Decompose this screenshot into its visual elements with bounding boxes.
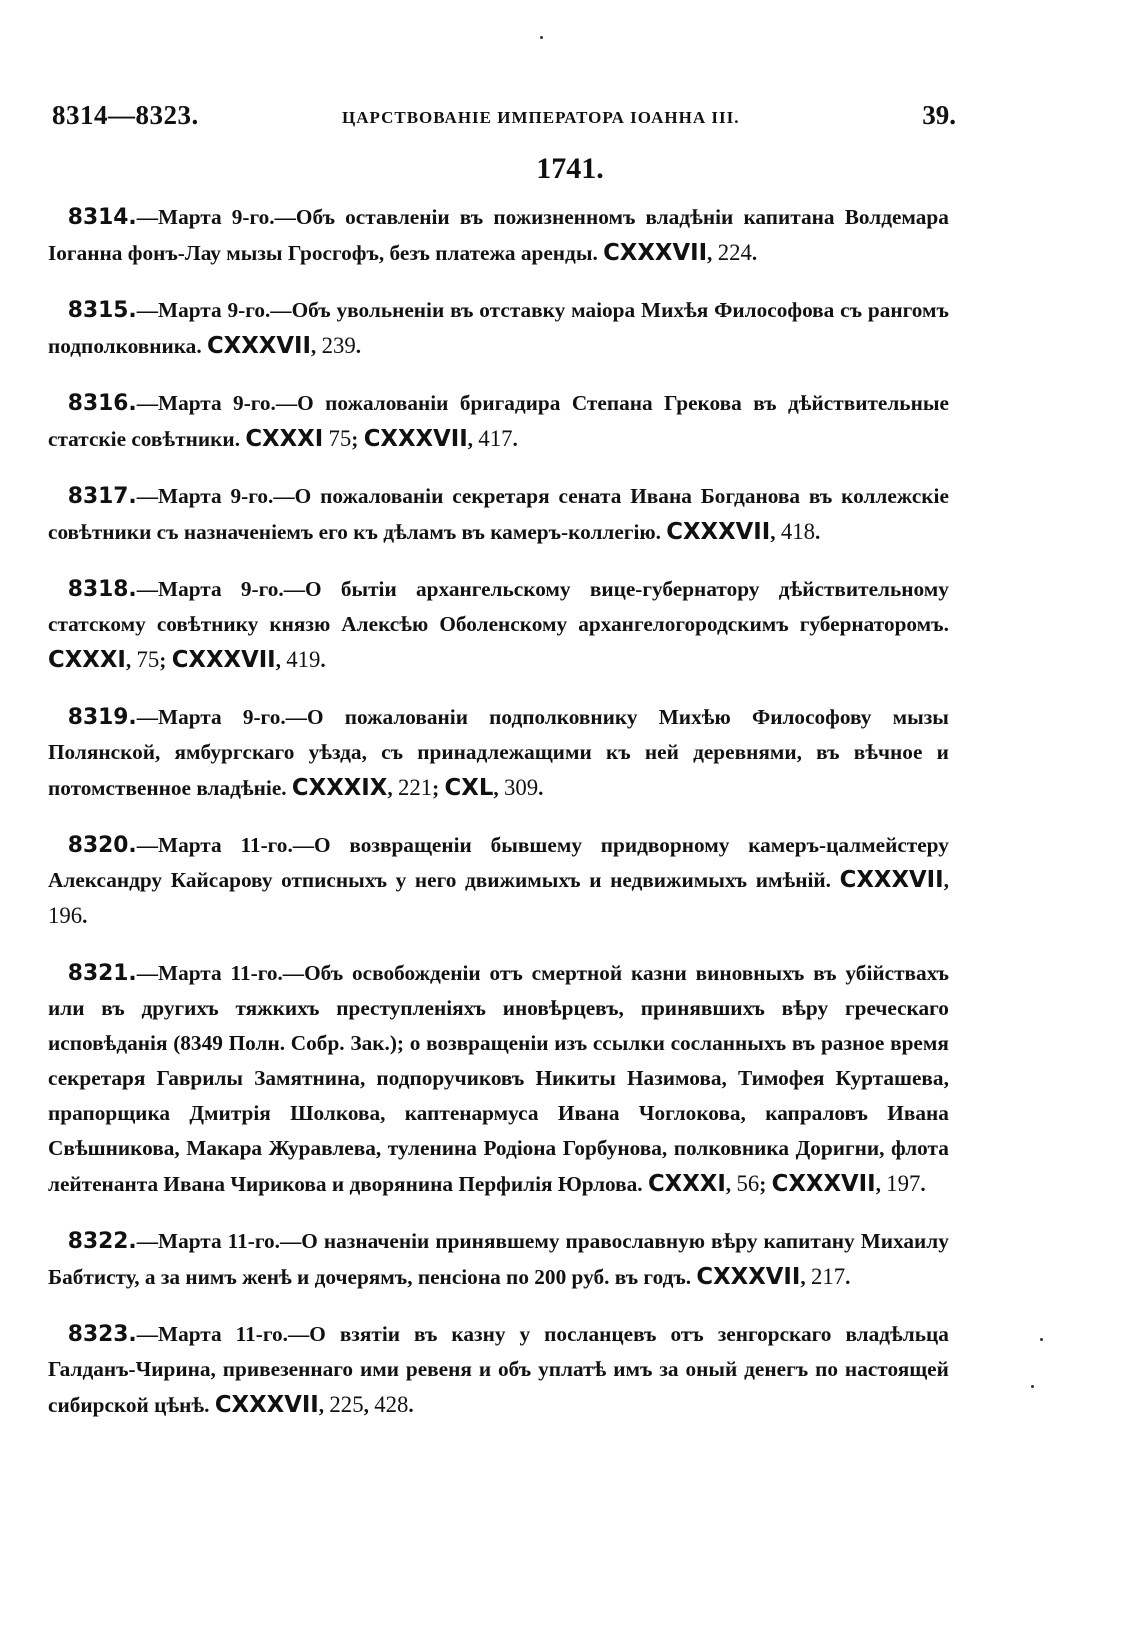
decree-text: Объ освобожденіи отъ смертной казни виновныхъ въ убійствахъ или въ другихъ тяжкихъ преступленіяхъ иновѣрцевъ, принявшихъ вѣру греческаго исповѣданія (8349 Полн. Собр. Зак.); о возвращеніи изъ ссылки сосланныхъ въ разное время секретаря Гаврилы Замятнина, подпоручиковъ Никиты Назимова, Тимофея Курташева, прапорщика Дмитрія Шолкова, каптенармуса Ивана Чоглокова, капраловъ Ивана Свѣшникова, Макара Журавлева, туленина Родіона Горбунова, полковника Доригни, флота лейтенанта Ивана Чирикова и дворянина Перфилія Юрлова. — [48, 961, 949, 1196]
volume-reference: CXXXVII — [214, 1392, 319, 1418]
decree-number: 8316. — [67, 391, 137, 416]
decree-range: 8314—8323. — [52, 100, 199, 130]
page-reference: 196 — [48, 903, 83, 928]
decree-text: О бытіи архангельскому вице-губернатору дѣйствительному статскому совѣтнику князю Алексѣю Оболенскому архангелогородскимъ губернаторомъ. — [48, 577, 949, 636]
entry-end: . — [82, 904, 88, 928]
page-reference: 56 — [736, 1171, 760, 1196]
decree-entry: 8322.—Марта 11-го.—О назначеніи принявшему православную вѣру капитану Михаилу Бабтисту, а за нимъ женѣ и дочерямъ, пенсіона по 200 руб. въ годъ. CXXXVII, 217. — [48, 1229, 949, 1290]
entry-end: . — [355, 334, 362, 358]
decree-number: 8323. — [67, 1322, 137, 1347]
page-reference: 417 — [478, 426, 513, 451]
year-heading: 1741. — [536, 152, 604, 185]
decree-number: 8318. — [67, 577, 137, 602]
decree-date: —Марта 9-го.— — [136, 705, 307, 729]
entry-end: . — [920, 1172, 926, 1196]
entry-end: . — [751, 241, 758, 265]
volume-reference: CXXXVII — [771, 1171, 876, 1197]
decree-entry: 8321.—Марта 11-го.—Объ освобожденіи отъ смертной казни виновныхъ въ убійствахъ или въ другихъ тяжкихъ преступленіяхъ иновѣрцевъ, принявшихъ вѣру греческаго исповѣданія (8349 Полн. Собр. Зак.); о возвращеніи изъ ссылки сосланныхъ въ разное время секретаря Гаврилы Замятнина, подпоручиковъ Никиты Назимова, Тимофея Курташева, прапорщика Дмитрія Шолкова, каптенармуса Ивана Чоглокова, капраловъ Ивана Свѣшникова, Макара Журавлева, туленина Родіона Горбунова, полковника Доригни, флота лейтенанта Ивана Чирикова и дворянина Перфилія Юрлова. CXXXI, 56; CXXXVII, 197. — [48, 961, 949, 1197]
decree-number: 8322. — [67, 1229, 137, 1254]
running-title: ЦАРСТВОВАНІЕ ИМПЕРАТОРА ІОАННА III. — [342, 108, 740, 127]
entry-end: . — [538, 776, 544, 800]
decree-number: 8321. — [67, 961, 137, 986]
page-reference: 418 — [780, 519, 816, 544]
decree-text: О взятіи въ казну у посланцевъ отъ зенгорскаго владѣльца Галданъ-Чирина, привезеннаго ими ревеня и объ уплатѣ имъ за оный денегъ по настоящей сибирской цѣнѣ. — [48, 1322, 949, 1417]
entry-end: . — [512, 427, 518, 451]
decree-entry: 8323.—Марта 11-го.—О взятіи въ казну у посланцевъ отъ зенгорскаго владѣльца Галданъ-Чирина, привезеннаго ими ревеня и объ уплатѣ имъ за оный денегъ по настоящей сибирской цѣнѣ. CXXXVII, 225, 428. — [48, 1322, 949, 1418]
entry-end: . — [408, 1393, 414, 1417]
volume-reference: CXL — [444, 775, 494, 801]
decree-list — [48, 200, 958, 1445]
page-reference: 419 — [286, 647, 321, 672]
decree-entry: 8320.—Марта 11-го.—О возвращеніи бывшему придворному камеръ-цалмейстеру Александру Кайсарову отписныхъ у него движимыхъ и недвижимыхъ имѣній. CXXXVII, 196. — [48, 833, 949, 928]
page-reference: 197 — [886, 1171, 921, 1196]
volume-reference: CXXXVII — [171, 647, 276, 673]
decree-date: —Марта 11-го.— — [136, 961, 305, 985]
page-reference: 224 — [717, 240, 752, 265]
scan-speck — [1031, 1385, 1034, 1388]
decree-entry: 8314.—Марта 9-го.—Объ оставленіи въ пожизненномъ владѣніи капитана Волдемара Іоганна фонъ-Лау мызы Гросгофъ, безъ платежа аренды. CXXXVII, 224. — [48, 205, 949, 266]
page-reference: 225 — [329, 1392, 364, 1417]
volume-reference: CXXXI — [245, 426, 324, 452]
volume-reference: CXXXVII — [206, 333, 311, 359]
decree-number: 8317. — [67, 484, 137, 509]
decree-text: О пожалованіи бригадира Степана Грекова въ дѣйствительные статскіе совѣтники. — [48, 391, 949, 451]
decree-number: 8315. — [67, 298, 137, 323]
decree-date: —Марта 9-го.— — [136, 298, 292, 322]
decree-number: 8314. — [67, 205, 137, 230]
decree-date: —Марта 11-го.— — [136, 1229, 302, 1253]
decree-text: Объ оставленіи въ пожизненномъ владѣніи капитана Волдемара Іоганна фонъ-Лау мызы Гросгофъ, безъ платежа аренды. — [48, 205, 949, 265]
page-reference: 309 — [503, 775, 539, 800]
decree-entry: 8319.—Марта 9-го.—О пожалованіи подполковнику Михѣю Философову мызы Полянской, ямбургскаго уѣзда, съ принадлежащими къ ней деревнями, въ вѣчное и потомственное владѣніе. CXXXIX, 221; CXL, 309. — [48, 705, 949, 801]
page-number: 39. — [922, 100, 956, 130]
decree-date: —Марта 9-го.— — [136, 484, 295, 508]
decree-entry: 8318.—Марта 9-го.—О бытіи архангельскому вице-губернатору дѣйствительному статскому совѣтнику князю Алексѣю Оболенскому архангелогородскимъ губернаторомъ. CXXXI, 75; CXXXVII, 419. — [48, 577, 949, 673]
decree-number: 8319. — [67, 705, 137, 730]
decree-number: 8320. — [67, 833, 137, 858]
volume-reference: CXXXVII — [666, 519, 771, 545]
decree-date: —Марта 11-го.— — [136, 833, 315, 857]
decree-entry: 8315.—Марта 9-го.—Объ увольненіи въ отставку маіора Михѣя Философова съ рангомъ подполковника. CXXXVII, 239. — [48, 298, 949, 359]
page-reference: 217 — [811, 1264, 846, 1289]
entry-end: . — [320, 648, 326, 672]
decree-text: Объ увольненіи въ отставку маіора Михѣя Философова съ рангомъ подполковника. — [48, 298, 949, 358]
page-reference: 239 — [321, 333, 356, 358]
decree-entry: 8317.—Марта 9-го.—О пожалованіи секретаря сената Ивана Богданова въ коллежскіе совѣтники съ назначеніемъ его къ дѣламъ въ камеръ-коллегію. CXXXVII, 418. — [48, 484, 949, 545]
volume-reference: CXXXVII — [696, 1264, 801, 1290]
page-reference: 75 — [328, 426, 352, 451]
entry-end: . — [815, 520, 821, 544]
decree-text: О возвращеніи бывшему придворному камеръ-цалмейстеру Александру Кайсарову отписныхъ у него движимыхъ и недвижимыхъ имѣній. — [48, 833, 949, 892]
decree-date: —Марта 11-го.— — [136, 1322, 310, 1346]
volume-reference: CXXXI — [48, 647, 126, 673]
page-reference: 221 — [397, 775, 433, 800]
decree-date: —Марта 9-го.— — [136, 577, 306, 601]
running-head — [52, 100, 956, 140]
volume-reference: CXXXVII — [839, 867, 944, 893]
decree-text: О пожалованіи секретаря сената Ивана Богданова въ коллежскіе совѣтники съ назначеніемъ его къ дѣламъ въ камеръ-коллегію. — [48, 484, 949, 544]
decree-date: —Марта 9-го.— — [136, 391, 298, 415]
decree-text: О назначеніи принявшему православную вѣру капитану Михаилу Бабтисту, а за нимъ женѣ и дочерямъ, пенсіона по 200 руб. въ годъ. — [48, 1229, 949, 1289]
volume-reference: CXXXI — [647, 1171, 726, 1197]
volume-reference: CXXXVII — [363, 426, 468, 452]
scan-speck — [1040, 1338, 1043, 1341]
decree-text: О пожалованіи подполковнику Михѣю Философову мызы Полянской, ямбургскаго уѣзда, съ принадлежащими къ ней деревнями, въ вѣчное и потомственное владѣніе. — [48, 705, 949, 800]
page-reference: 428 — [374, 1392, 409, 1417]
page-reference: 75 — [136, 647, 160, 672]
volume-reference: CXXXIX — [291, 775, 388, 801]
scan-speck — [540, 36, 543, 39]
decree-entry: 8316.—Марта 9-го.—О пожалованіи бригадира Степана Грекова въ дѣйствительные статскіе совѣтники. CXXXI 75; CXXXVII, 417. — [48, 391, 949, 452]
decree-date: —Марта 9-го.— — [136, 205, 296, 229]
volume-reference: CXXXVII — [603, 240, 708, 266]
entry-end: . — [845, 1265, 851, 1289]
